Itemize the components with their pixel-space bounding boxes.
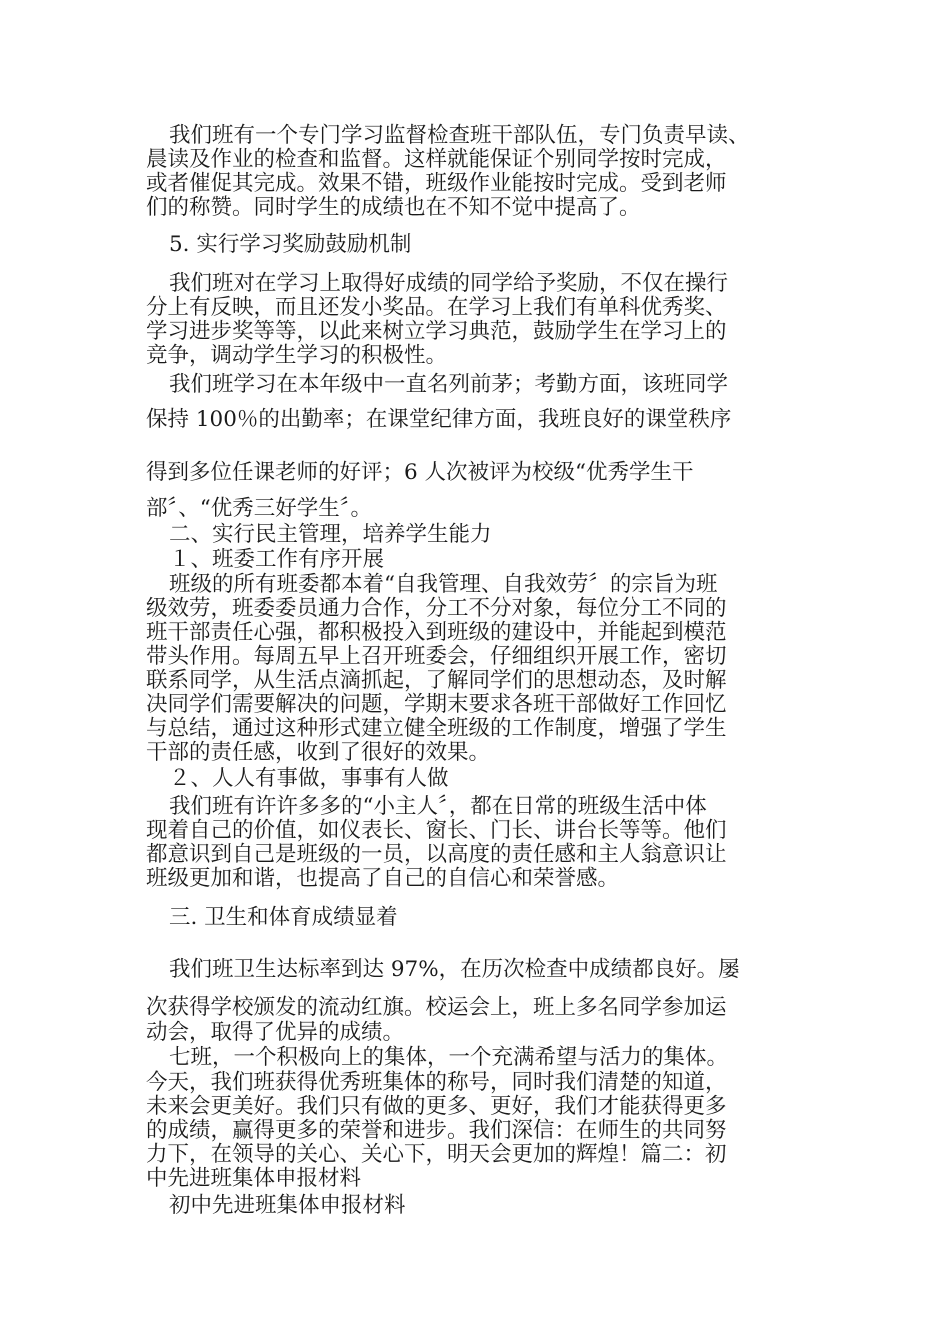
- text-line: 保持 100％的出勤率；在课堂纪律方面，我班良好的课堂秩序: [146, 407, 732, 432]
- text-line: 与总结，通过这种形式建立健全班级的工作制度，增强了学生: [146, 716, 727, 741]
- subsection-heading: １、班委工作有序开展: [169, 547, 385, 572]
- text-line: 我们班卫生达标率到达 97%，在历次检查中成绩都良好。屡: [169, 957, 740, 982]
- text-line: 未来会更美好。我们只有做的更多、更好，我们才能获得更多: [146, 1094, 727, 1119]
- text-line: 现着自己的价值，如仪表长、窗长、门长、讲台长等等。他们: [146, 818, 727, 843]
- text-line: 力下，在领导的关心、关心下，明天会更加的辉煌！篇二：初: [146, 1142, 727, 1167]
- text-line: 我们班有许许多多的“小主人〞，都在日常的班级生活中体: [169, 794, 707, 819]
- text-line: 学习进步奖等等，以此来树立学习典范，鼓励学生在学习上的: [146, 319, 727, 344]
- text-line: 或者催促其完成。效果不错，班级作业能按时完成。受到老师: [146, 171, 727, 196]
- text-line: 分上有反映，而且还发小奖品。在学习上我们有单科优秀奖、: [146, 295, 727, 320]
- text-line: 初中先进班集体申报材料: [169, 1193, 406, 1218]
- text-line: 班级更加和谐，也提高了自己的自信心和荣誉感。: [146, 866, 620, 891]
- text-line: 动会，取得了优异的成绩。: [146, 1020, 405, 1045]
- text-line: 七班，一个积极向上的集体，一个充满希望与活力的集体。: [169, 1045, 729, 1070]
- section-heading: 5. 实行学习奖励鼓励机制: [169, 232, 412, 257]
- text-line: 班级的所有班委都本着“自我管理、自我效劳〞的宗旨为班: [169, 572, 718, 597]
- text-line: 我们班有一个专门学习监督检查班干部队伍，专门负责早读、: [169, 123, 750, 148]
- text-line: 得到多位任课老师的好评；6 人次被评为校级“优秀学生干: [146, 460, 694, 485]
- text-line: 今天，我们班获得优秀班集体的称号，同时我们清楚的知道，: [146, 1070, 727, 1095]
- text-line: 班干部责任心强，都积极投入到班级的建设中，并能起到模范: [146, 620, 727, 645]
- text-line: 都意识到自己是班级的一员，以高度的责任感和主人翁意识让: [146, 842, 727, 867]
- text-line: 干部的责任感，收到了很好的效果。: [146, 740, 491, 765]
- subsection-heading: ２、人人有事做，事事有人做: [169, 766, 449, 791]
- text-line: 联系同学，从生活点滴抓起，了解同学们的思想动态，及时解: [146, 668, 727, 693]
- text-line: 的成绩，赢得更多的荣誉和进步。我们深信：在师生的共同努: [146, 1118, 727, 1143]
- text-line: 们的称赞。同时学生的成绩也在不知不觉中提高了。: [146, 195, 641, 220]
- section-heading: 二、实行民主管理，培养学生能力: [169, 522, 492, 547]
- text-line: 中先进班集体申报材料: [146, 1166, 362, 1191]
- text-line: 竞争，调动学生学习的积极性。: [146, 343, 448, 368]
- text-line: 次获得学校颁发的流动红旗。校运会上，班上多名同学参加运: [146, 995, 727, 1020]
- text-line: 晨读及作业的检查和监督。这样就能保证个别同学按时完成，: [146, 147, 727, 172]
- text-line: 带头作用。每周五早上召开班委会，仔细组织开展工作，密切: [146, 644, 727, 669]
- text-line: 级效劳，班委委员通力合作，分工不分对象，每位分工不同的: [146, 596, 727, 621]
- text-line: 我们班学习在本年级中一直名列前茅；考勤方面，该班同学: [169, 372, 729, 397]
- text-line: 决同学们需要解决的问题，学期末要求各班干部做好工作回忆: [146, 692, 727, 717]
- section-heading: 三. 卫生和体育成绩显着: [169, 905, 398, 930]
- text-line: 我们班对在学习上取得好成绩的同学给予奖励，不仅在操行: [169, 271, 729, 296]
- text-line: 部〞、“优秀三好学生〞。: [146, 496, 372, 521]
